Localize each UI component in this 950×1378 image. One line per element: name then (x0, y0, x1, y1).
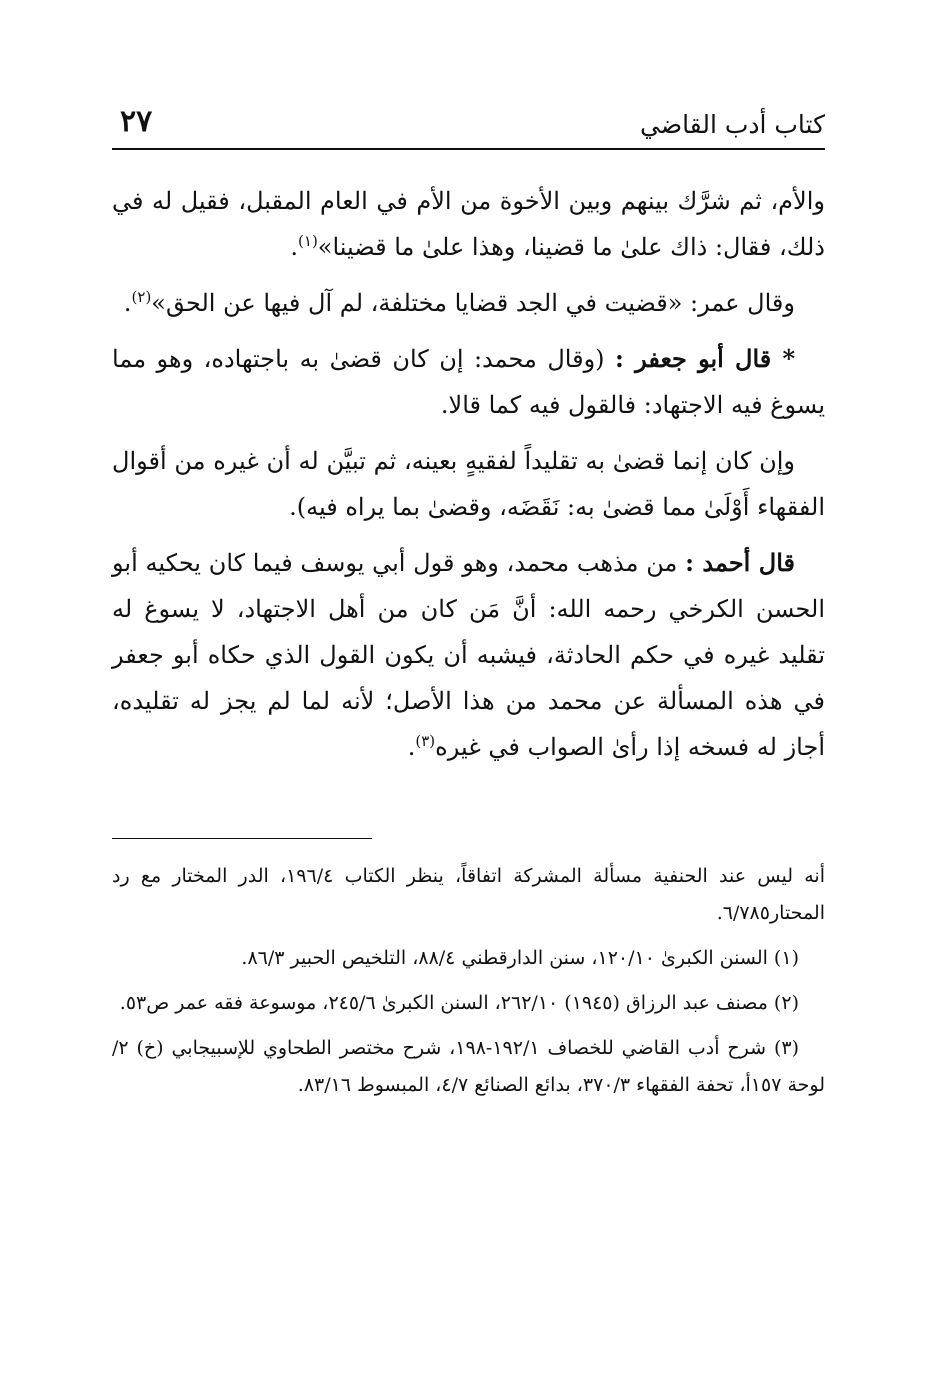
book-title: كتاب أدب القاضي (640, 110, 825, 139)
paragraph-1-text: والأم، ثم شرَّك بينهم وبين الأخوة من الأم في العام المقبل، فقيل له في ذلك، فقال: ذاك علىٰ ما قضينا، وهذا علىٰ ما قضينا» (112, 187, 825, 261)
paragraph-4 (112, 438, 825, 530)
footnotes (112, 858, 825, 1112)
footnote-ref-2: (٢) (131, 288, 152, 306)
paragraph-5-text: من مذهب محمد، وهو قول أبي يوسف فيما كان يحكيه أبو الحسن الكرخي رحمه الله: أنَّ مَن كان من أهل الاجتهاد، لا يسوغ له تقليد غيره في حكم الحادثة، فيشبه أن يكون القول الذي حكاه أبو جعفر في هذه المسألة عن محمد من هذا الأصل؛ لأنه لما لم يجز له تقليده، أجاز له فسخه إذا رأىٰ الصواب في غيره (112, 549, 825, 761)
speaker-abu-jafar: * قال أبو جعفر : (615, 344, 796, 373)
footnote-1: (١) السنن الكبرىٰ ١٢٠/١٠، سنن الدارقطني ٨٨/٤، التلخيص الحبير ٨٦/٣. (241, 947, 799, 969)
footnote-separator (112, 838, 372, 839)
footnote-continued: أنه ليس عند الحنفية مسألة المشركة اتفاقاً، ينظر الكتاب ١٩٦/٤، الدر المختار مع رد المحتار٦/٧٨٥. (112, 865, 825, 924)
footnote-ref-3: (٣) (415, 732, 436, 750)
main-text (112, 178, 825, 780)
paragraph-4-text: وإن كان إنما قضىٰ به تقليداً لفقيهٍ بعينه، ثم تبيَّن له أن غيره من أقوال الفقهاء أَوْلَىٰ مما قضىٰ به: نَقَضَه، وقضىٰ بما يراه فيه). (112, 447, 825, 521)
paragraph-2-text: وقال عمر: «قضيت في الجد قضايا مختلفة، لم آل فيها عن الحق» (151, 289, 795, 317)
footnote-3: (٣) شرح أدب القاضي للخصاف ١٩٢/١-١٩٨، شرح مختصر الطحاوي للإسبيجابي (خ) ٢/لوحة ١٥٧أ، تحفة الفقهاء ٣٧٠/٣، بدائع الصنائع ٤/٧، المبسوط ٨٣/١٦. (112, 1037, 825, 1096)
paragraph-1 (112, 178, 825, 270)
page-number: ٢٧ (120, 104, 153, 139)
running-header (112, 98, 825, 150)
footnote-ref-1: (١) (298, 232, 318, 250)
paragraph-3-text: (وقال محمد: إن كان قضىٰ به باجتهاده، وهو مما يسوغ فيه الاجتهاد: فالقول فيه كما قالا. (112, 345, 825, 419)
paragraph-3 (112, 336, 825, 428)
speaker-ahmad: قال أحمد : (685, 548, 795, 577)
footnote-2: (٢) مصنف عبد الرزاق (١٩٤٥) ٢٦٢/١٠، السنن الكبرىٰ ٢٤٥/٦، موسوعة فقه عمر ص٥٣. (119, 992, 799, 1014)
paragraph-2 (112, 280, 825, 326)
paragraph-5 (112, 540, 825, 770)
paragraph-2-end: . (123, 289, 132, 317)
paragraph-5-end: . (407, 733, 416, 761)
paragraph-1-end: . (290, 233, 299, 261)
